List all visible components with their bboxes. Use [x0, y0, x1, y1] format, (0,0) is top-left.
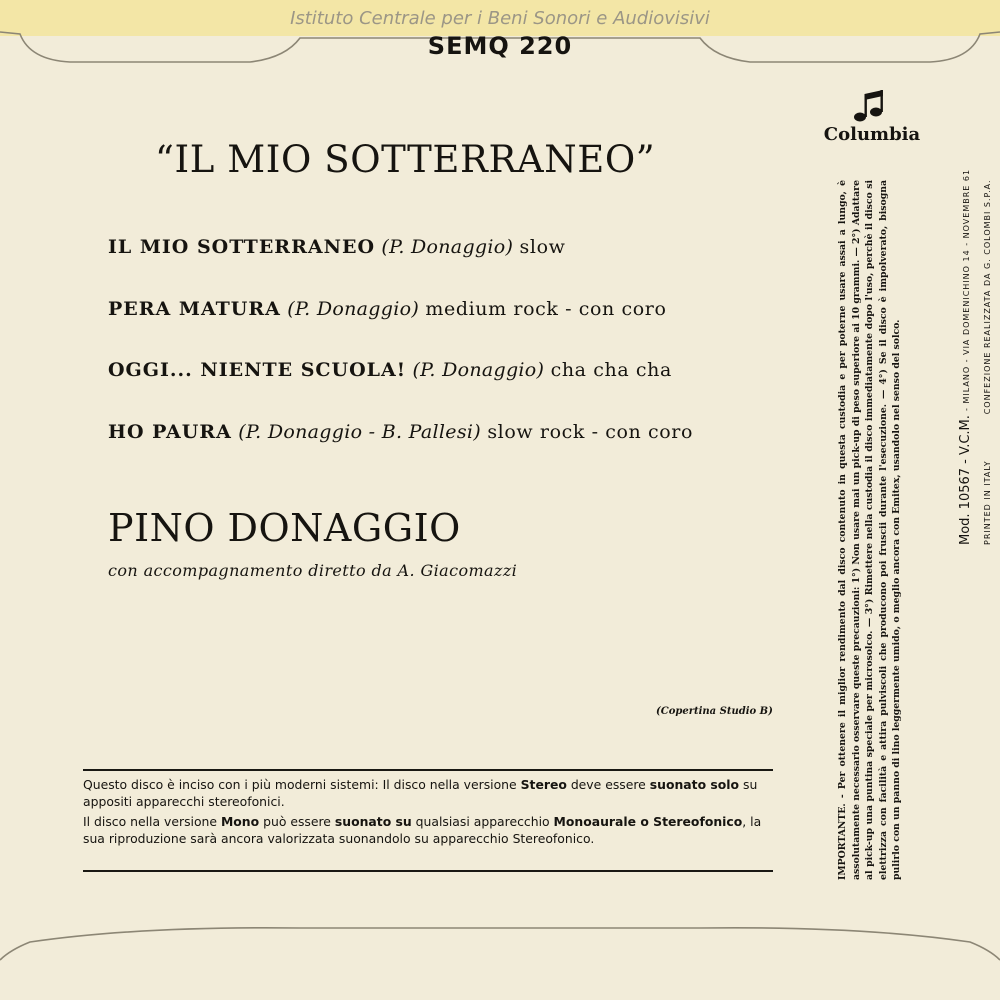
notice-emphasis: suonato solo: [649, 777, 740, 792]
notice-paragraph: [83, 813, 773, 847]
notice-text: su appositi apparecchi stereofonici.: [83, 777, 758, 809]
track-title: PERA MATURA: [108, 298, 281, 320]
stereo-mono-notice: [83, 776, 773, 850]
notice-text: qualsiasi apparecchio: [411, 814, 554, 829]
notice-text: Questo disco è inciso con i più moderni sistemi: Il disco nella versione: [83, 777, 521, 792]
track-style: cha cha cha: [550, 359, 672, 381]
track-title: HO PAURA: [108, 421, 232, 443]
track-line: [108, 359, 672, 381]
music-notes-icon: [852, 88, 886, 124]
notice-emphasis: Stereo: [520, 777, 567, 792]
track-title: OGGI... NIENTE SCUOLA!: [108, 359, 407, 381]
track-title: IL MIO SOTTERRANEO: [108, 236, 376, 258]
cover-credit: (Copertina Studio B): [656, 706, 773, 717]
track-line: [108, 236, 565, 258]
track-author: (P. Donaggio - B. Pallesi): [238, 421, 481, 443]
notice-emphasis: suonato su: [334, 814, 412, 829]
printer-credit: [982, 135, 993, 545]
notice-emphasis: Mono: [220, 814, 260, 829]
track-style: slow rock - con coro: [487, 421, 694, 443]
model-code: [958, 169, 973, 545]
track-style: slow: [519, 236, 566, 258]
notice-text: , la sua riproduzione sarà ancora valorizzata suonandolo su apparecchio Stereofonico.: [83, 814, 762, 846]
track-author: (P. Donaggio): [412, 359, 545, 381]
label-logo-text: Columbia: [823, 124, 921, 145]
artist-name: PINO DONAGGIO: [108, 506, 461, 550]
track-author: (P. Donaggio): [381, 236, 514, 258]
printer-address: - MILANO - VIA DOMENICHINO 14 - NOVEMBRE 61: [962, 168, 971, 411]
care-instructions: IMPORTANTE. - Per ottenere il miglior rendimento dal disco contenuto in questa custodia e per poterne usare assai a lungo, è assolutamente necessario osservare queste precauzioni: 1°) Non usare mai un pick-up di peso superiore ai 10 grammi. — 2°) Adattare al pick-up una puntina speciale per microsolco. — 3°) Rimettere nella custodia il disco immediatamente dopo l'uso, perchè il disco si elettrizza con facilità e attira pulviscoli che producono poi fruscii durante l'esecuzione. — 4°) Se il disco è impolverato, bisogna pulirlo con un panno di lino leggermente umido, o meglio ancora con Emitex, usandolo nel senso del solco.: [837, 180, 903, 880]
bottom-flap-edge: [0, 920, 1000, 1000]
notice-text: può essere: [259, 814, 335, 829]
track-style: medium rock - con coro: [425, 298, 667, 320]
archive-banner: Istituto Centrale per i Beni Sonori e Audiovisivi: [290, 8, 710, 29]
track-author: (P. Donaggio): [287, 298, 420, 320]
notice-text: deve essere: [566, 777, 650, 792]
accompaniment-credit: con accompagnamento diretto da A. Giacomazzi: [108, 561, 518, 580]
notice-paragraph: [83, 776, 773, 810]
model-code-text: Mod. 10567 - V.C.M.: [958, 415, 973, 545]
divider-bottom: [83, 870, 773, 872]
divider-top: [83, 769, 773, 771]
track-line: [108, 298, 667, 320]
printed-in: PRINTED IN ITALY: [983, 460, 992, 545]
catalog-number: SEMQ 220: [427, 32, 573, 60]
track-line: [108, 421, 693, 443]
printer-name: CONFEZIONE REALIZZATA DA G. COLOMBI S.P.A.: [983, 179, 992, 415]
album-title: “IL MIO SOTTERRANEO”: [155, 138, 656, 181]
notice-text: Il disco nella versione: [83, 814, 221, 829]
notice-emphasis: Monoaurale o Stereofonico: [553, 814, 743, 829]
